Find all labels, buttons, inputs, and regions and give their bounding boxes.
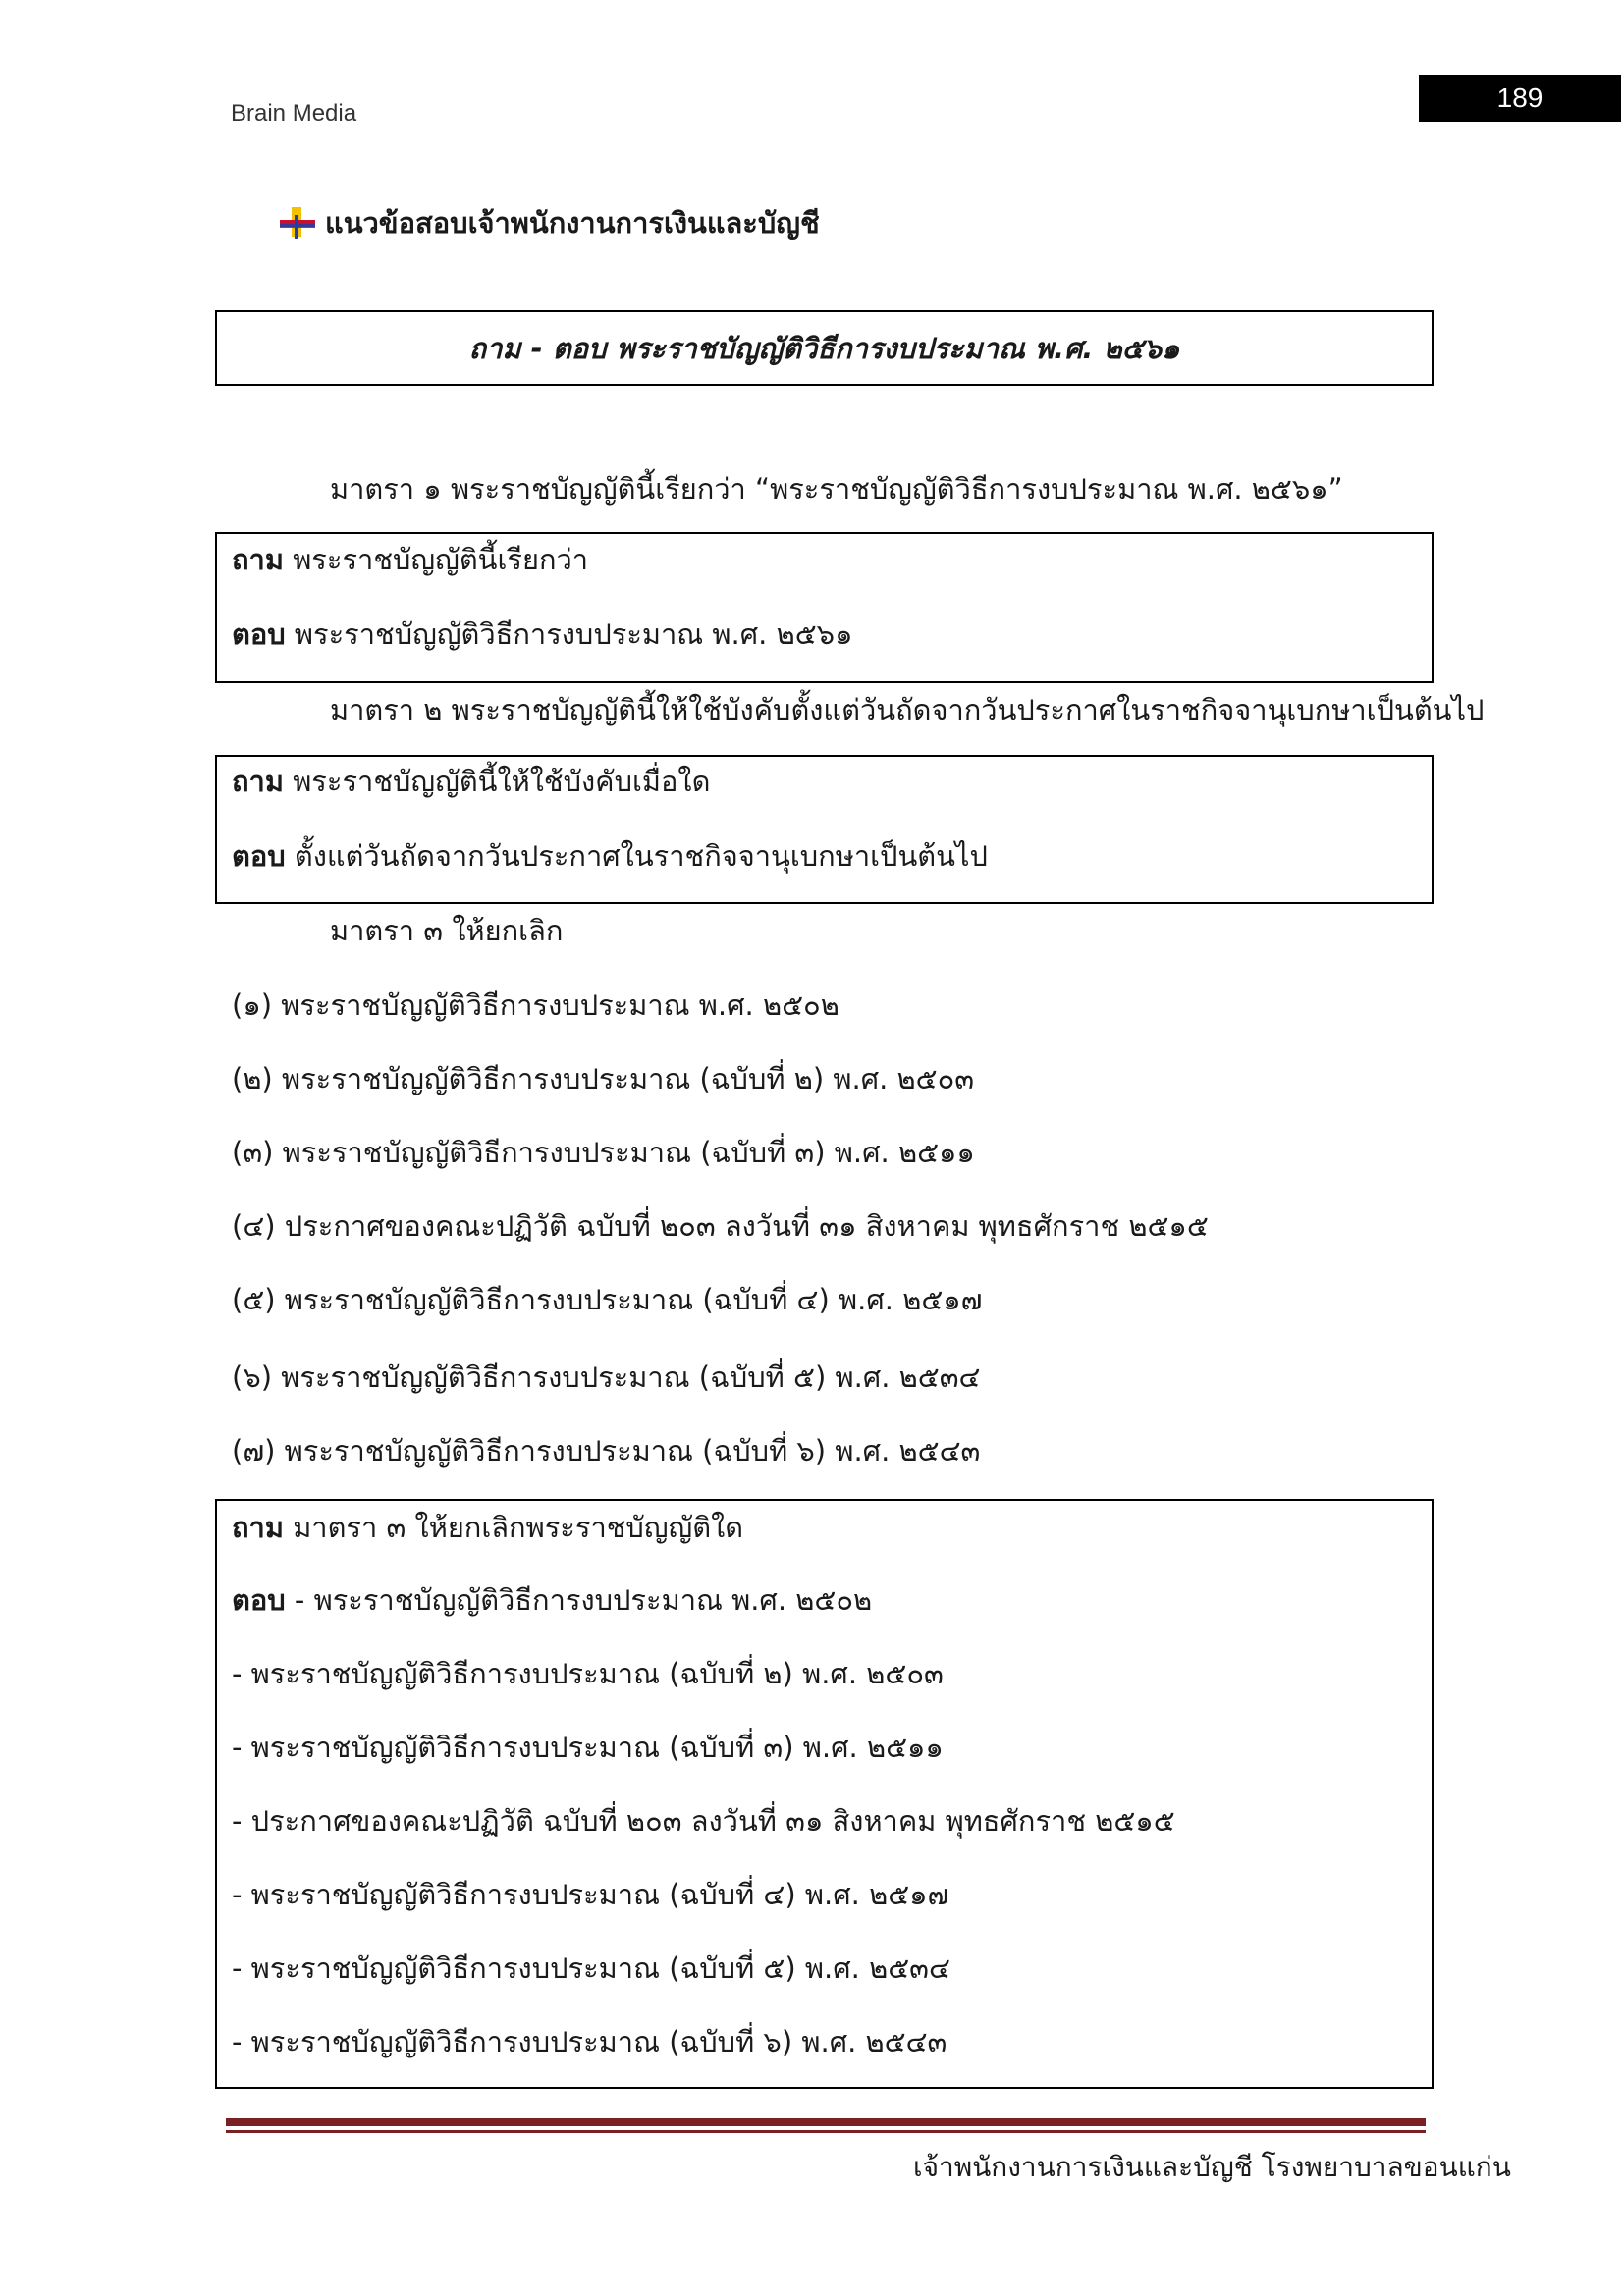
section-heading: แนวข้อสอบเจ้าพนักงานการเงินและบัญชี (325, 206, 820, 240)
qa-3-question (232, 1508, 743, 1547)
qa-2-answer (232, 836, 988, 876)
footer-text: เจ้าพนักงานการเงินและบัญชี โรงพยาบาลขอนแก่น (913, 2151, 1511, 2183)
repeal-item: (๖) พระราชบัญญัติวิธีการงบประมาณ (ฉบับที่ ๕) พ.ศ. ๒๕๓๔ (232, 1361, 981, 1394)
footer-rule (226, 2118, 1426, 2126)
repeal-item: (๕) พระราชบัญญัติวิธีการงบประมาณ (ฉบับที่ ๔) พ.ศ. ๒๕๑๗ (232, 1283, 983, 1316)
qa-1-answer (232, 614, 852, 654)
answer-label: ตอบ (232, 839, 286, 873)
section-3-text: มาตรา ๓ ให้ยกเลิก (330, 914, 564, 947)
title-box (215, 310, 1434, 386)
question-label: ถาม (232, 765, 284, 798)
qa-2-answer-text: ตั้งแต่วันถัดจากวันประกาศในราชกิจจานุเบกษาเป็นต้นไป (294, 839, 988, 873)
section-2-text: มาตรา ๒ พระราชบัญญัตินี้ให้ใช้บังคับตั้งแต่วันถัดจากวันประกาศในราชกิจจานุเบกษาเป็นต้นไป (330, 693, 1485, 726)
section-heading-row (278, 200, 820, 245)
repeal-item: (๑) พระราชบัญญัติวิธีการงบประมาณ พ.ศ. ๒๕๐๒ (232, 988, 839, 1022)
answer-list-item: - พระราชบัญญัติวิธีการงบประมาณ (ฉบับที่ ๔) พ.ศ. ๒๕๑๗ (232, 1878, 949, 1911)
qa-3-answer-text: - พระราชบัญญัติวิธีการงบประมาณ พ.ศ. ๒๕๐๒ (294, 1583, 873, 1617)
answer-list-item: - พระราชบัญญัติวิธีการงบประมาณ (ฉบับที่ ๒) พ.ศ. ๒๕๐๓ (232, 1657, 944, 1690)
page-number: 189 (1419, 75, 1621, 122)
qa-3-answer (232, 1580, 872, 1620)
section-1-text: มาตรา ๑ พระราชบัญญัตินี้เรียกว่า “พระราชบัญญัติวิธีการงบประมาณ พ.ศ. ๒๕๖๑” (330, 472, 1343, 506)
repeal-item: (๒) พระราชบัญญัติวิธีการงบประมาณ (ฉบับที่ ๒) พ.ศ. ๒๕๐๓ (232, 1062, 975, 1095)
repeal-item: (๔) ประกาศของคณะปฏิวัติ ฉบับที่ ๒๐๓ ลงวันที่ ๓๑ สิงหาคม พุทธศักราช ๒๕๑๕ (232, 1209, 1209, 1243)
footer-rule-thin (226, 2130, 1426, 2133)
qa-1-answer-text: พระราชบัญญัติวิธีการงบประมาณ พ.ศ. ๒๕๖๑ (294, 617, 853, 651)
plus-bullet-icon (278, 203, 317, 242)
brand-name: Brain Media (231, 100, 357, 127)
answer-list-item: - พระราชบัญญัติวิธีการงบประมาณ (ฉบับที่ ๕) พ.ศ. ๒๕๓๔ (232, 1951, 950, 1985)
repeal-item: (๗) พระราชบัญญัติวิธีการงบประมาณ (ฉบับที่ ๖) พ.ศ. ๒๕๔๓ (232, 1434, 981, 1468)
page-title: ถาม - ตอบ พระราชบัญญัติวิธีการงบประมาณ พ.ศ. ๒๕๖๑ (468, 331, 1180, 365)
qa-2-question-text: พระราชบัญญัตินี้ให้ใช้บังคับเมื่อใด (293, 765, 711, 798)
answer-label: ตอบ (232, 617, 286, 651)
answer-list-item: - พระราชบัญญัติวิธีการงบประมาณ (ฉบับที่ ๓) พ.ศ. ๒๕๑๑ (232, 1731, 944, 1764)
question-label: ถาม (232, 543, 284, 576)
answer-list-item: - พระราชบัญญัติวิธีการงบประมาณ (ฉบับที่ ๖) พ.ศ. ๒๕๔๓ (232, 2025, 947, 2058)
answer-list-item: - ประกาศของคณะปฏิวัติ ฉบับที่ ๒๐๓ ลงวันที่ ๓๑ สิงหาคม พุทธศักราช ๒๕๑๕ (232, 1804, 1175, 1838)
qa-1-question (232, 540, 588, 579)
qa-3-question-text: มาตรา ๓ ให้ยกเลิกพระราชบัญญัติใด (293, 1511, 744, 1544)
answer-label: ตอบ (232, 1583, 286, 1617)
qa-2-question (232, 762, 710, 801)
repeal-item: (๓) พระราชบัญญัติวิธีการงบประมาณ (ฉบับที่ ๓) พ.ศ. ๒๕๑๑ (232, 1136, 975, 1169)
qa-1-question-text: พระราชบัญญัตินี้เรียกว่า (293, 543, 589, 576)
question-label: ถาม (232, 1511, 284, 1544)
